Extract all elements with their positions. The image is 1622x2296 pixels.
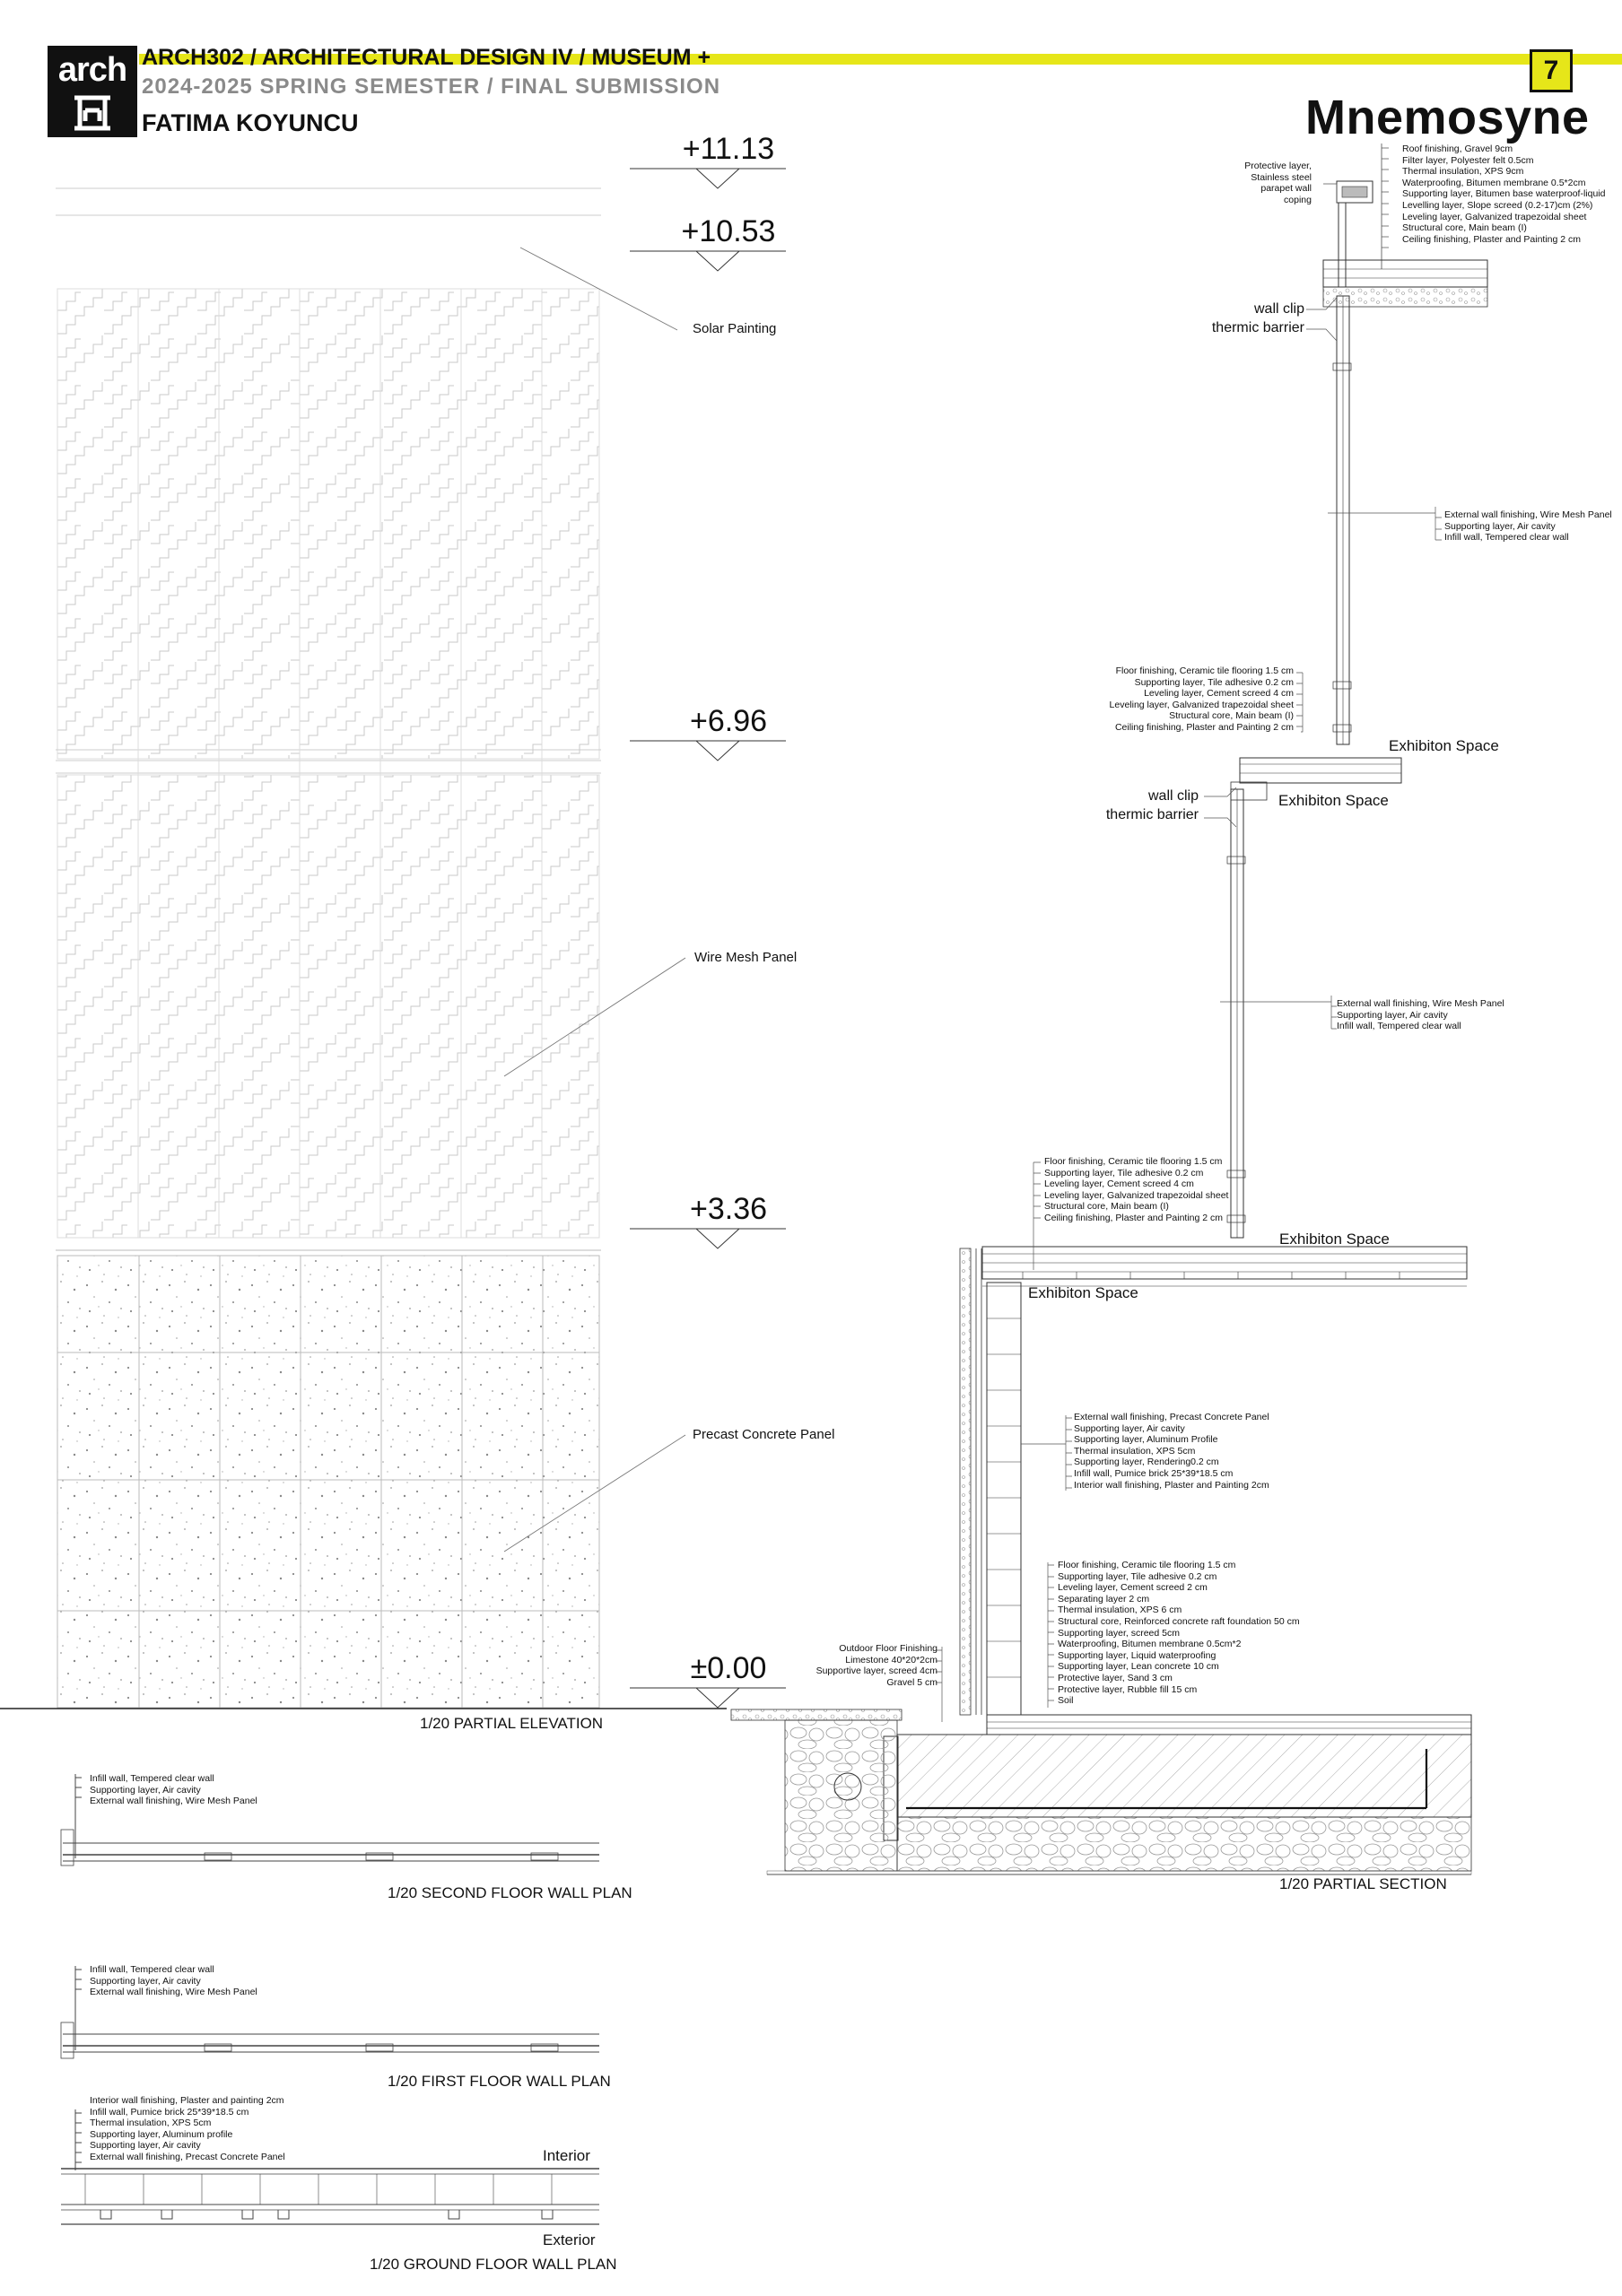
floor-layer: Supporting layer, Tile adhesive 0.2 cm [1134,676,1294,688]
ground-layer: Protective layer, Sand 3 cm [1058,1672,1173,1683]
level-marker-11-13: +11.13 [682,132,775,166]
caption-second-floor-wall-plan: 1/20 SECOND FLOOR WALL PLAN [388,1884,632,1901]
floor-layer: Structural core, Main beam (I) [1169,710,1294,722]
label-precast-concrete-panel: Precast Concrete Panel [693,1427,835,1442]
ground-layer: Soil [1058,1695,1074,1707]
student-name: FATIMA KOYUNCU [142,109,359,136]
floor-layer: Structural core, Main beam (I) [1044,1201,1169,1213]
mesh-wall-layer: Infill wall, Tempered clear wall [1444,532,1569,544]
parapet-note [1220,161,1312,205]
caption-ground-floor-wall-plan: 1/20 GROUND FLOOR WALL PLAN [370,2256,617,2273]
caption-first-floor-wall-plan: 1/20 FIRST FLOOR WALL PLAN [388,2073,611,2090]
outdoor-layer: Supportive layer, screed 4cm [815,1665,937,1677]
mesh-wall-layer: External wall finishing, Wire Mesh Panel [1444,509,1612,520]
plan-layer: External wall finishing, Wire Mesh Panel [90,1987,257,1998]
roof-layer: Roof finishing, Gravel 9cm [1402,144,1513,154]
lower-mesh-wall-note [1337,998,1504,1032]
page-number-badge: 7 [1530,49,1573,92]
floor-layer: Ceiling finishing, Plaster and Painting 2 cm [1044,1212,1224,1223]
mesh-wall-layer: Infill wall, Tempered clear wall [1337,1021,1461,1032]
ground-layer: Separating layer 2 cm [1058,1593,1150,1605]
course-title: ARCH302 / ARCHITECTURAL DESIGN IV / MUSEUM + [142,45,711,70]
space-label-second: Exhibiton Space [1278,792,1389,809]
lower-wall-clip-note [1077,787,1199,824]
plan-layer: Supporting layer, Air cavity [90,1784,201,1796]
second-floor-layers-note [1032,665,1294,734]
upper-wall-clip-note [1184,300,1304,337]
plan-layer: Thermal insulation, XPS 5cm [90,2118,212,2129]
mesh-wall-layer: Supporting layer, Air cavity [1444,520,1556,532]
caption-partial-section: 1/20 PARTIAL SECTION [1279,1875,1447,1892]
ground-layer: Structural core, Reinforced concrete raft foundation 50 cm [1058,1615,1300,1627]
floor-layer: Supporting layer, Tile adhesive 0.2 cm [1044,1167,1204,1178]
mesh-wall-layer: Supporting layer, Air cavity [1337,1009,1448,1021]
ground-layer: Supporting layer, screed 5cm [1058,1627,1180,1639]
roof-layer: Structural core, Main beam (I) [1402,222,1527,234]
precast-wall-layer: Supporting layer, Air cavity [1074,1422,1185,1434]
plan-layer: Infill wall, Tempered clear wall [90,1773,214,1784]
project-title: Mnemosyne [1305,91,1590,144]
elevation-drawing [0,169,786,1709]
level-marker-10-53: +10.53 [681,214,776,248]
precast-wall-layer: Infill wall, Pumice brick 25*39*18.5 cm [1074,1467,1234,1479]
thermic-barrier-label: thermic barrier [1105,807,1199,822]
roof-layer: Waterproofing, Bitumen membrane 0.5*2cm [1402,177,1586,188]
space-label-ground: Exhibiton Space [1028,1284,1138,1301]
precast-wall-layers-note [1074,1412,1269,1491]
level-marker-6-96: +6.96 [689,704,768,738]
ground-layer: Protective layer, Rubble fill 15 cm [1058,1683,1198,1695]
roof-layers-note [1402,144,1605,245]
floor-layer: Ceiling finishing, Plaster and Painting 2 cm [1114,721,1294,733]
roof-layer: Ceiling finishing, Plaster and Painting 2 cm [1402,233,1582,245]
ground-layer: Thermal insulation, XPS 6 cm [1058,1605,1182,1616]
label-wire-mesh-panel: Wire Mesh Panel [694,950,798,965]
parapet-note-line: coping [1284,194,1312,205]
label-interior: Interior [543,2147,590,2164]
first-floor-layers-note [1044,1156,1228,1224]
outdoor-layer: Outdoor Floor Finishing [839,1643,937,1654]
floor-layer: Floor finishing, Ceramic tile flooring 1.5 cm [1115,665,1294,676]
parapet-note-line: Stainless steel [1251,171,1312,183]
floor-layer: Leveling layer, Galvanized trapezoidal sheet [1109,699,1294,710]
roof-layer: Supporting layer, Bitumen base waterproof-liquid [1402,188,1606,200]
plan-layer: Infill wall, Tempered clear wall [90,1964,214,1975]
semester-title: 2024-2025 SPRING SEMESTER / FINAL SUBMISSION [142,74,721,99]
plan-layer: External wall finishing, Precast Concrete Panel [90,2151,285,2162]
floor-layer: Floor finishing, Ceramic tile flooring 1.5 cm [1044,1156,1223,1167]
ground-layer: Leveling layer, Cement screed 2 cm [1058,1582,1208,1594]
outdoor-layer: Limestone 40*20*2cm [845,1654,937,1665]
plan-layer: Supporting layer, Air cavity [90,1975,201,1987]
mesh-wall-layer: External wall finishing, Wire Mesh Panel [1337,998,1504,1009]
space-label-upper: Exhibiton Space [1389,737,1499,754]
level-marker-0-00: ±0.00 [690,1651,767,1685]
outdoor-layer: Gravel 5 cm [886,1676,937,1688]
roof-layer: Levelling layer, Slope screed (0.2-17)cm (2%) [1402,199,1593,211]
ground-floor-layers-note [1058,1560,1300,1707]
parapet-note-line: Protective layer, [1244,161,1312,171]
roof-layer: Leveling layer, Galvanized trapezoidal sheet [1402,211,1587,222]
ground-floor-plan-note [90,2095,285,2163]
ground-layer: Supporting layer, Lean concrete 10 cm [1058,1661,1219,1673]
floor-layer: Leveling layer, Galvanized trapezoidal sheet [1044,1189,1229,1201]
plan-layer: External wall finishing, Wire Mesh Panel [90,1796,257,1807]
parapet-note-line: parapet wall [1260,183,1312,195]
plan-layer: Interior wall finishing, Plaster and painting 2cm [90,2095,284,2106]
level-marker-3-36: +3.36 [689,1192,768,1226]
precast-wall-layer: Thermal insulation, XPS 5cm [1074,1445,1196,1457]
caption-partial-elevation: 1/20 PARTIAL ELEVATION [420,1715,604,1732]
roof-layer: Thermal insulation, XPS 9cm [1402,166,1524,178]
precast-wall-layer: Supporting layer, Rendering0.2 cm [1074,1457,1219,1468]
floor-layer: Leveling layer, Cement screed 4 cm [1144,688,1294,700]
outdoor-floor-note [789,1643,937,1688]
first-floor-plan-note [90,1964,257,1998]
wall-clip-label: wall clip [1147,788,1199,804]
thermic-barrier-label: thermic barrier [1211,320,1304,335]
plan-layer: Infill wall, Pumice brick 25*39*18.5 cm [90,2106,249,2118]
roof-layer: Filter layer, Polyester felt 0.5cm [1402,154,1534,166]
second-floor-plan-note [90,1773,257,1807]
wall-clip-label: wall clip [1253,301,1304,317]
ground-layer: Supporting layer, Tile adhesive 0.2 cm [1058,1570,1217,1582]
plan-layer: Supporting layer, Air cavity [90,2140,201,2152]
upper-mesh-wall-note [1444,509,1612,544]
space-label-first: Exhibiton Space [1279,1231,1390,1248]
precast-wall-layer: Supporting layer, Aluminum Profile [1074,1434,1218,1446]
label-exterior: Exterior [543,2231,596,2248]
precast-wall-layer: Interior wall finishing, Plaster and Painting 2cm [1074,1479,1269,1491]
logo-text: arch [57,51,127,89]
plan-layer: Supporting layer, Aluminum profile [90,2128,233,2140]
ground-layer: Waterproofing, Bitumen membrane 0.5cm*2 [1058,1639,1242,1650]
precast-wall-layer: External wall finishing, Precast Concrete Panel [1074,1412,1269,1422]
ground-layer: Supporting layer, Liquid waterproofing [1058,1649,1216,1661]
ground-layer: Floor finishing, Ceramic tile flooring 1.5 cm [1058,1560,1236,1570]
label-solar-painting: Solar Painting [693,321,777,336]
floor-layer: Leveling layer, Cement screed 4 cm [1044,1178,1194,1190]
